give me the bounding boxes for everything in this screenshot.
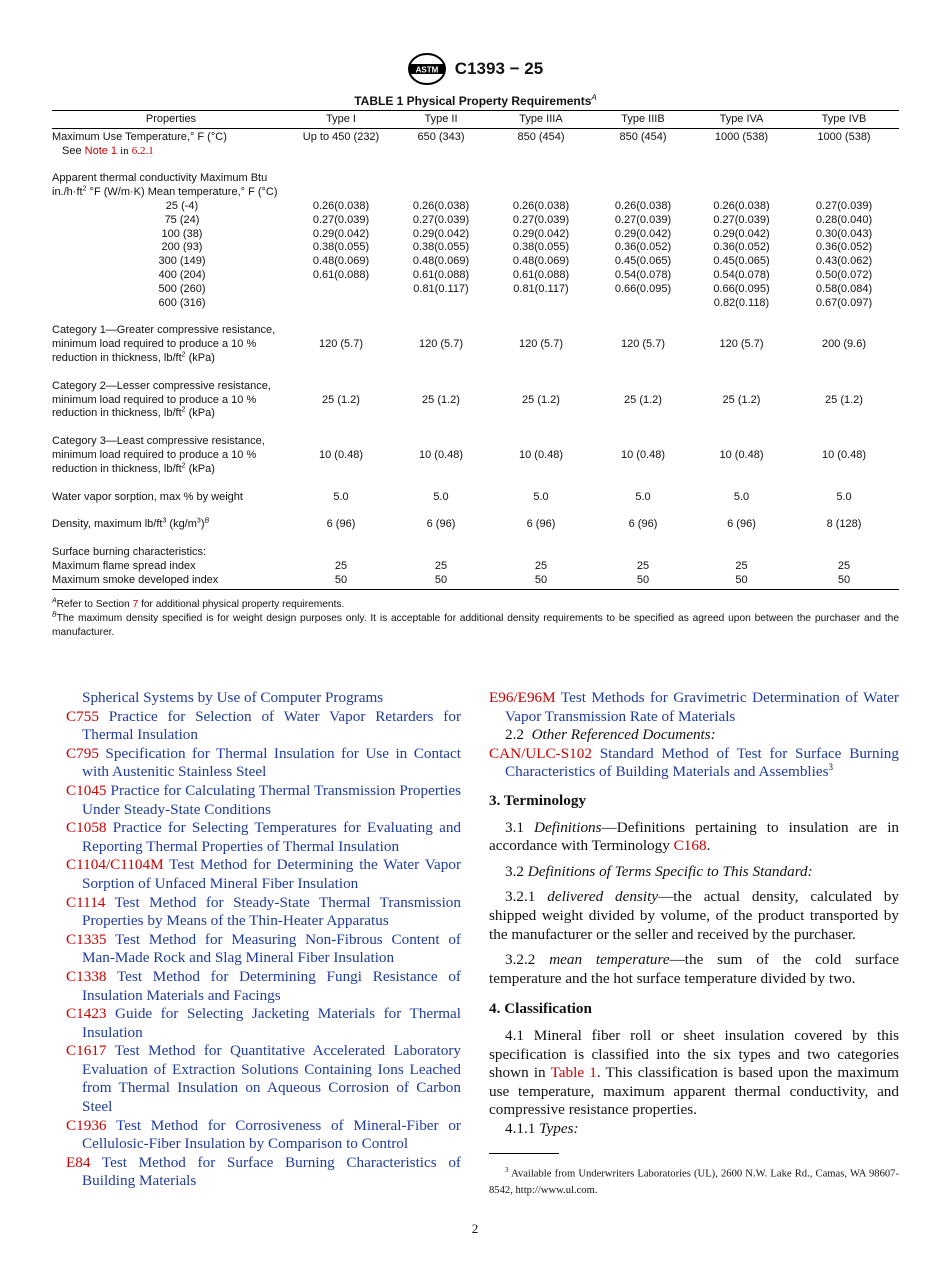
table-row: 25 (-4) 0.26(0.038) 0.26(0.038) 0.26(0.038) 0.26(0.038) 0.26(0.038) 0.27(0.039) [165,199,873,212]
table-row: Surface burning characteristics: [52,546,207,559]
table-row: 100 (38) 0.29(0.042) 0.29(0.042) 0.29(0.042) 0.29(0.042) 0.29(0.042) 0.30(0.043) [161,227,873,240]
paragraph-3-2-2: 3.2.2 mean temperature—the sum of the cold surface temperature and the hot surface temperature divided by two. [489,951,899,987]
table-footnotes [52,598,899,640]
table-row: Maximum smoke developed index 50 50 50 50 50 50 [52,574,899,589]
right-column [489,689,899,1145]
c168-link[interactable]: C168 [673,837,707,855]
logo-text: ASTM [415,65,439,75]
reference-item[interactable]: C1045 Practice for Calculating Thermal Transmission Properties Under Steady-State Conditions [66,781,461,818]
reference-item[interactable]: E96/E96M Test Methods for Gravimetric Determination of Water Vapor Transmission Rate of Materials [489,689,899,725]
reference-item[interactable]: CAN/ULC-S102 Standard Method of Test for Surface Burning Characteristics of Building Materials and Assemblies$^3$ [489,744,899,781]
reference-item[interactable]: C755 Practice for Selection of Water Vapor Retarders for Thermal Insulation [66,707,462,744]
table-row: Maximum flame spread index 25 25 25 25 25 25 [52,559,851,572]
col-header: Type I [326,113,356,125]
footnote-3: $^3$ Available from Underwriters Laboratories (UL), 2600 N.W. Lake Rd., Camas, WA 98607-8542, http://www.ul.com. [489,1166,899,1196]
paragraph-3-2: 3.2 Definitions of Terms Specific to This Standard: [505,862,813,880]
section-7-link[interactable]: 7 [132,599,139,610]
table-title: TABLE 1 Physical Property Requirements$^A$ [354,93,597,108]
section-heading-terminology: 3. Terminology [489,791,587,809]
note-1-link[interactable]: Note 1 [84,144,118,157]
paragraph-3-1: 3.1 Definitions—Definitions pertaining to insulation are in accordance with Terminology C168. [489,818,900,855]
reference-item[interactable]: E84 Test Method for Surface Burning Characteristics of Building Materials [66,1153,461,1190]
col-header: Type IIIA [519,113,563,125]
reference-item[interactable]: C1617 Test Method for Quantitative Accelerated Laboratory Evaluation of Extraction Solutions Containing Ions Leached from Thermal Insulation on Aqueous Corrosion of Carbon Steel [66,1042,462,1116]
section-heading-classification: 4. Classification [489,1000,592,1018]
page-number: 2 [471,1221,479,1236]
reference-item[interactable]: C1423 Guide for Selecting Jacketing Materials for Thermal Insulation [66,1005,461,1041]
footnote-a: $^A$Refer to Section 7 for additional physical property requirements. [52,597,345,610]
table-row: 600 (316) 0.82(0.118) 0.67(0.097) [158,296,873,309]
reference-item: Spherical Systems by Use of Computer Programs [82,689,384,706]
col-header: Type II [424,113,458,125]
table-row: Category 3—Least compressive resistance, minimum load required to produce a 10 % reduction in thickness, $lb/ft^2$ (kPa) 10 (0.48) 10 (0.48) 10 (0.48) 10 (0.48) 10 (0.48) 10 (0.48) [52,435,867,475]
footnote-divider [489,1153,559,1154]
reference-item[interactable]: C1058 Practice for Selecting Temperatures for Evaluating and Reporting Thermal Properties of Thermal Insulation [66,819,462,855]
table-row: Water vapor sorption, max % by weight 5.0 5.0 5.0 5.0 5.0 5.0 [52,490,852,503]
table-row: Category 1—Greater compressive resistance, minimum load required to produce a 10 % reduction in thickness, $lb/ft^2$ (kPa) 120 (5.7) 120 (5.7) 120 (5.7) 120 (5.7) 120 (5.7) 200 (9.6) [52,324,867,364]
section-6-2-1-link[interactable]: 6.2.1 [131,144,154,157]
table-row: Maximum Use Temperature,° F (°C) See Note 1 in 6.2.1 Up to 450 (232) 650 (343) 850 (454) 850 (454) 1000 (538) 1000 (538) [52,130,871,157]
section-2-2: 2.2 Other Referenced Documents: [505,726,716,744]
reference-item[interactable]: C1104/C1104M Test Method for Determining the Water Vapor Sorption of Unfaced Mineral Fiber Insulation [66,856,461,892]
paragraph-4-1: 4.1 Mineral fiber roll or sheet insulation covered by this specification is classified into the six types and two categories shown in Table 1. This classification is based upon the maximum use temperature, maximum apparent thermal conductivity, and compressive resistance properties. [489,1026,900,1119]
col-header: Type IVB [821,113,867,125]
table-header-row [52,111,899,129]
designation: C1393 − 25 [454,59,544,78]
footnote-b: $^B$The maximum density specified is for weight design purposes only. It is acceptable for additional density requirements to be specified as agreed upon between the purchaser and the manufacturer. [52,611,899,638]
table-row: 200 (93) 0.38(0.055) 0.38(0.055) 0.38(0.055) 0.36(0.052) 0.36(0.052) 0.36(0.052) [161,241,873,254]
table-1-link[interactable]: Table 1 [550,1064,597,1082]
table-row: 500 (260) 0.81(0.117) 0.81(0.117) 0.66(0.095) 0.66(0.095) 0.58(0.084) [158,282,873,295]
table-row: 400 (204) 0.61(0.088) 0.61(0.088) 0.61(0.088) 0.54(0.078) 0.54(0.078) 0.50(0.072) [158,268,873,281]
col-header: Type IIIB [621,113,665,125]
col-header: Properties [145,113,197,125]
reference-item[interactable]: C1936 Test Method for Corrosiveness of Mineral-Fiber or Cellulosic-Fiber Insulation by Comparison to Control [66,1116,461,1153]
table-row: 300 (149) 0.48(0.069) 0.48(0.069) 0.48(0.069) 0.45(0.065) 0.45(0.065) 0.43(0.062) [158,255,873,268]
paragraph-3-2-1: 3.2.1 delivered density—the actual density, calculated by shipped weight divided by volume, of the product transported by the manufacturer or the seller and received by the purchaser. [489,888,899,943]
left-column [66,689,461,1191]
reference-item[interactable]: C795 Specification for Thermal Insulation for Use in Contact with Austenitic Stainless Steel [66,744,461,781]
reference-item[interactable]: C1335 Test Method for Measuring Non-Fibrous Content of Man-Made Rock and Slag Mineral Fiber Insulation [66,930,461,967]
reference-item[interactable]: C1114 Test Method for Steady-State Thermal Transmission Properties by Means of the Thin-Heater Apparatus [66,893,461,930]
table-row: Category 2—Lesser compressive resistance, minimum load required to produce a 10 % reduction in thickness, $lb/ft^2$ (kPa) 25 (1.2) 25 (1.2) 25 (1.2) 25 (1.2) 25 (1.2) 25 (1.2) [52,379,863,420]
astm-logo-icon [407,52,447,86]
reference-item[interactable]: C1338 Test Method for Determining Fungi Resistance of Insulation Materials and Facings [66,967,461,1004]
col-header: Type IVA [719,113,764,125]
page-header [0,52,950,86]
table-row: Density, maximum $lb/ft^3$ $(kg/m^3)^B$ 6 (96) 6 (96) 6 (96) 6 (96) 6 (96) 8 (128) [52,517,862,531]
table-row: 75 (24) 0.27(0.039) 0.27(0.039) 0.27(0.039) 0.27(0.039) 0.27(0.039) 0.28(0.040) [164,213,873,226]
property-table [52,110,899,590]
paragraph-4-1-1: 4.1.1 Types: [505,1119,579,1137]
table-row: Apparent thermal conductivity Maximum Btu $in./h\cdot ft^2$ °F (W/m·K) Mean temperature,° F (°C) [52,172,278,199]
